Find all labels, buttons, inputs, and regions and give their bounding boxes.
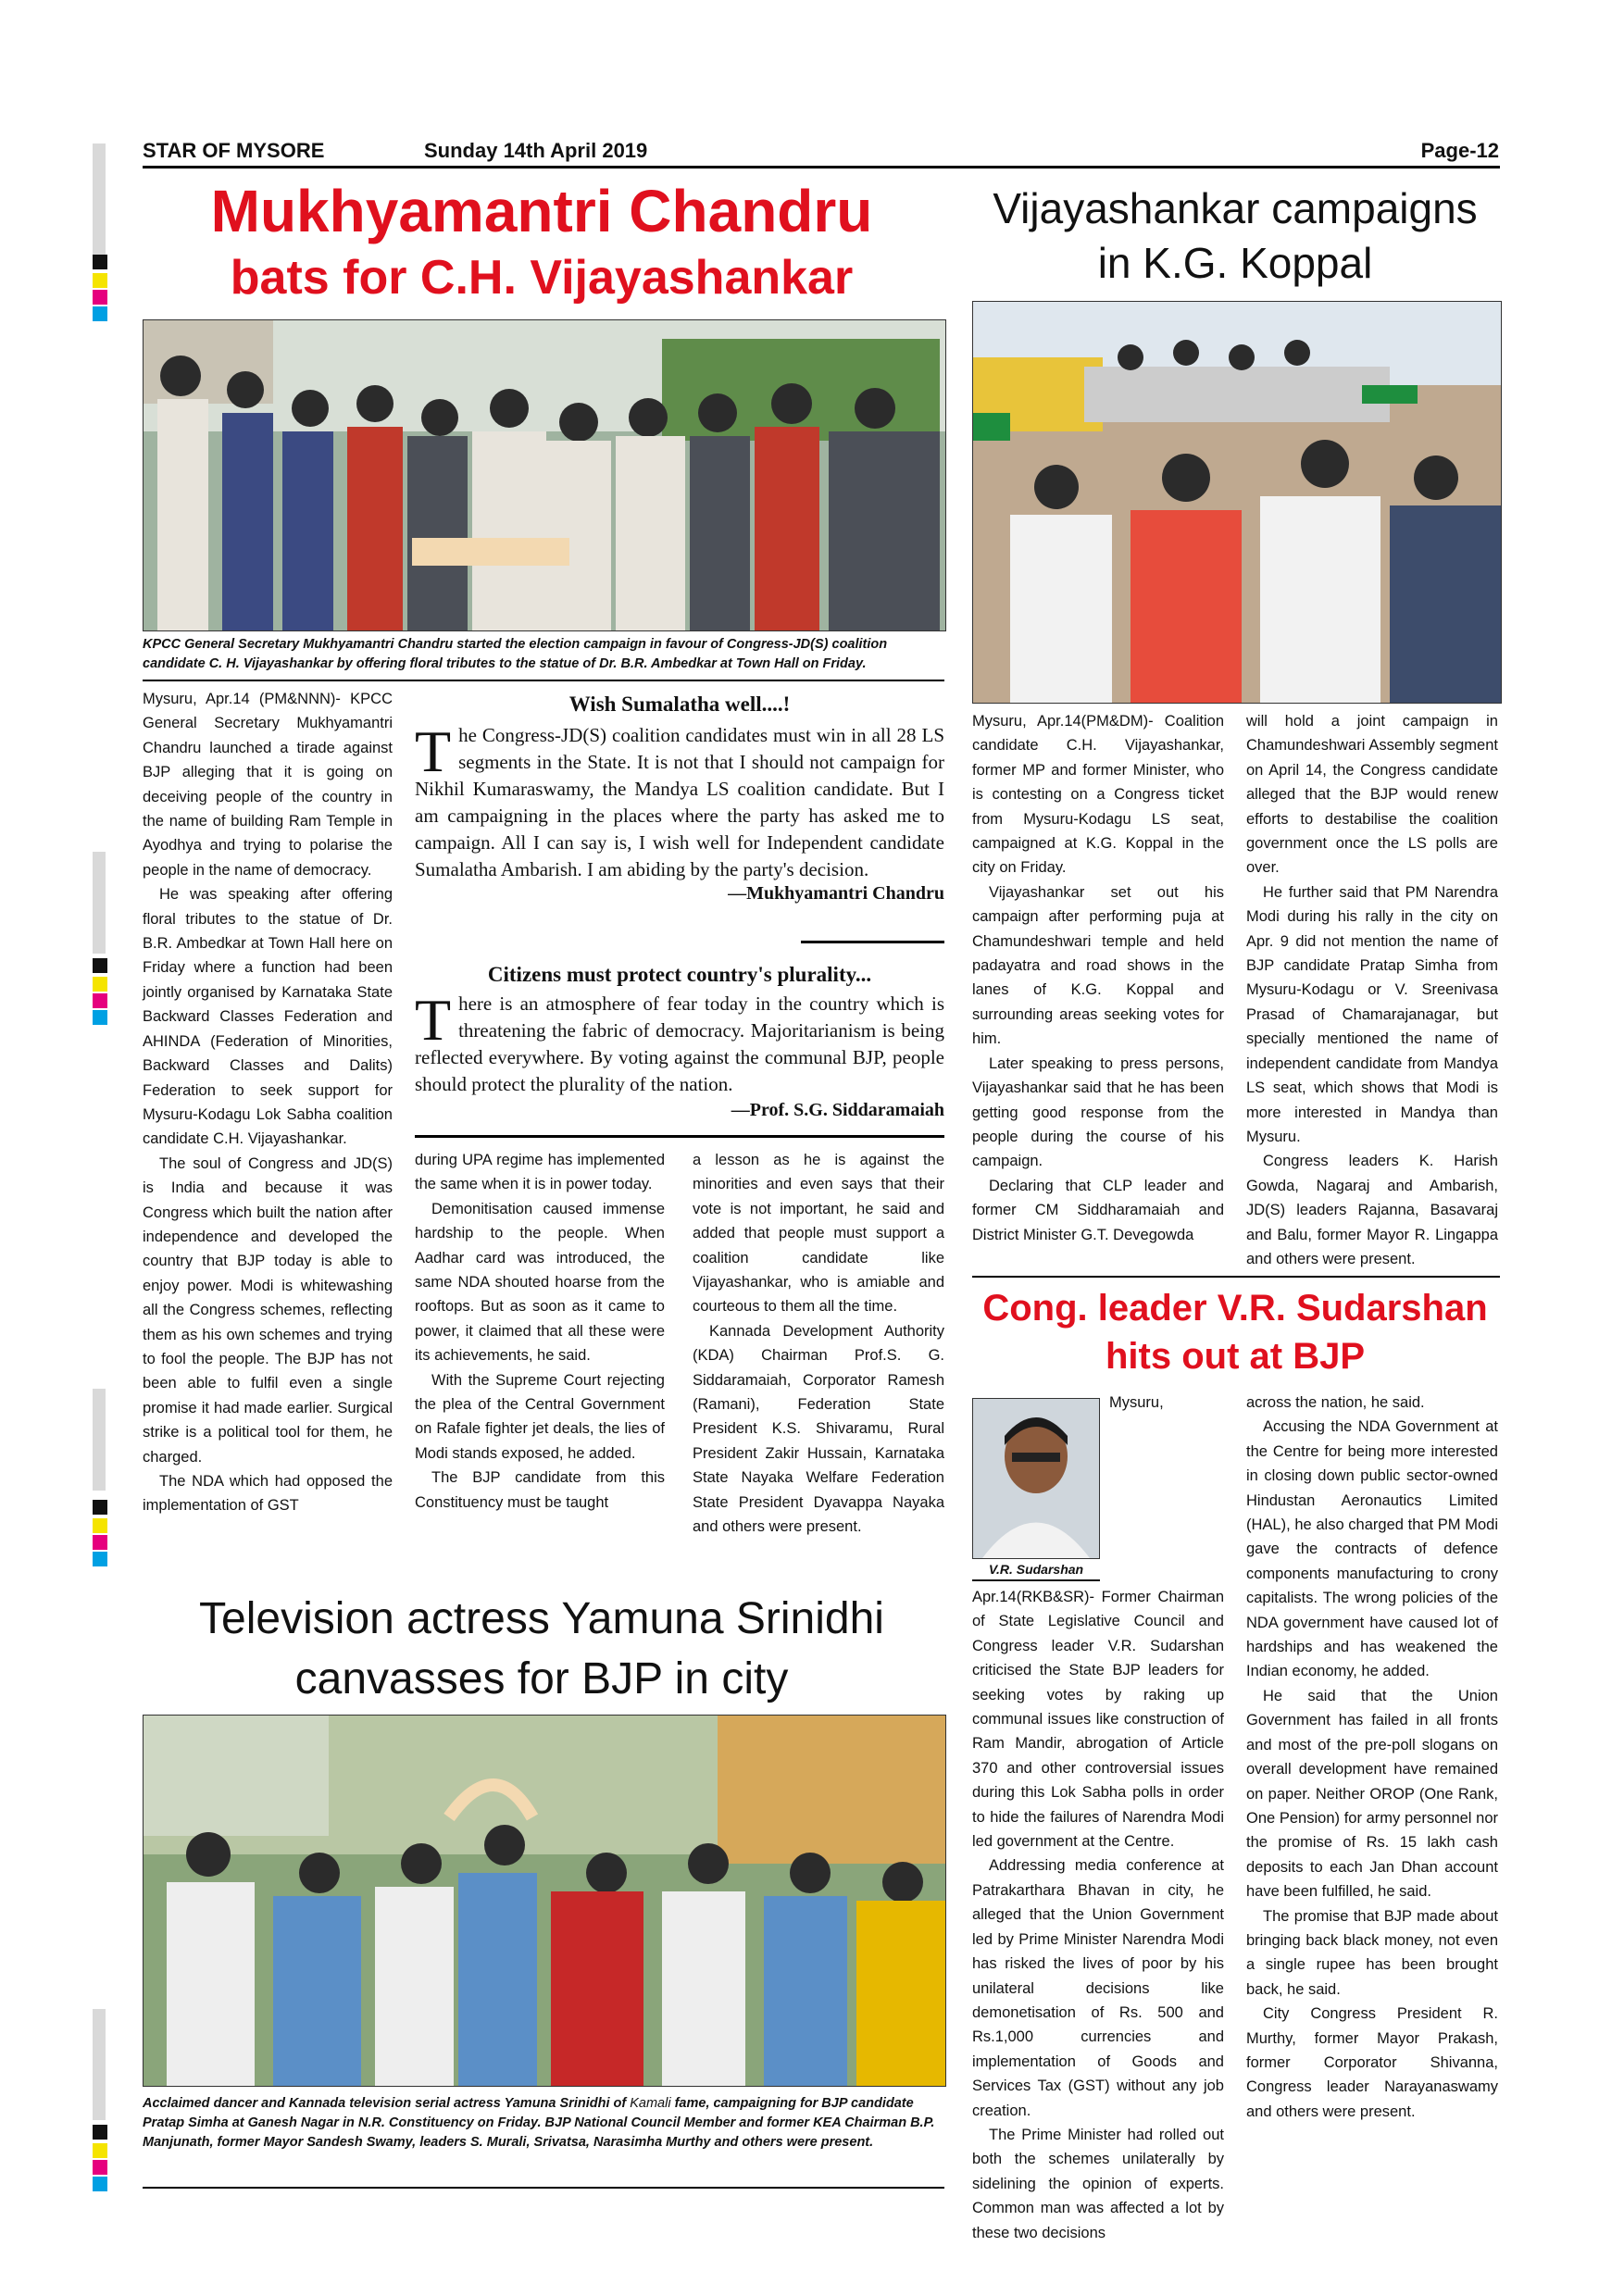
sudarshan-portrait [972,1398,1100,1559]
paragraph: With the Supreme Court rejecting the plea of the Central Government on Rafale fighter jet deals, the lies of Modi stands exposed, he added. [415,1371,665,1462]
masthead-rule [143,166,1500,168]
paragraph: Mysuru, Apr.14 (PM&NNN)- KPCC General Secretary Mukhyamantri Chandru launched a tirade against BJP alleging that it is going on deceiving people of the country in the name of building Ram Temple in Ayodhya and trying to polarise the people in the name of democracy. [143,691,393,879]
reg-gray-bar [93,852,106,954]
paragraph: across the nation, he said. [1246,1394,1425,1411]
box-bottom-rule [415,1135,944,1138]
paragraph: will hold a joint campaign in Chamundeshwari Assembly segment on April 14, the Congress candidate alleged that the BJP would renew efforts to destabilise the coalition government once the LS polls are over. [1246,713,1498,877]
paragraph: Accusing the NDA Government at the Centre for being more interested in closing down public sector-owned Hindustan Aeronautics Limited (HAL), he also charged that PM Modi gave the contracts of defence components manufacturing to crony capitalists. The wrong policies of the NDA government have caused lot of hardships and has weakened the Indian economy, he added. [1246,1418,1498,1680]
caption-rule [143,2187,944,2189]
paragraph: Vijayashankar set out his campaign after performing puja at Chamundeshwari temple and held padayatra and road shows in the lanes of K.G. Koppal and surrounding areas seeking votes for him. [972,883,1224,1048]
story3-headline-line1: Cong. leader V.R. Sudarshan [982,1288,1488,1329]
story3-headline-line2: hits out at BJP [1105,1336,1366,1377]
reg-magenta [93,993,107,1008]
reg-black [93,958,107,973]
box-attribution: —Prof. S.G. Siddaramaiah [731,1100,944,1120]
paragraph: Demonitisation caused immense hardship to the people. When Aadhar card was introduced, the same NDA shouted hoarse from the rooftops. But as soon as it came to power, it claimed that all these were its achievements, he said. [415,1200,665,1365]
paragraph: The BJP candidate from this Constituency must be taught [415,1469,665,1511]
drop-cap: T [415,987,452,1053]
story1-headline-line1: Mukhyamantri Chandru [210,178,873,244]
paragraph: Kannada Development Authority (KDA) Chairman Prof.S. G. Siddaramaiah, Corporator Ramesh (Ramani), Federation State President K.S. Shivaramu, Rural President Zakir Hussain, Karnataka State Nayaka Welfare Federation State President Dyavappa Nayaka and others were present. [693,1322,944,1536]
paragraph: He further said that PM Narendra Modi during his rally in the city on Apr. 9 did not mention the name of BJP candidate Pratap Simha from Mysuru-Kodagu or V. Sreenivasa Prasad of Chamarajanagar, but specially mentioned the name of independent candidate from Mandya LS seat, which shows that Modi is more interested in Mandya than Mysuru. [1246,883,1498,1145]
reg-gray-bar [93,144,106,255]
reg-cyan [93,2177,107,2191]
story3-column-2 [1246,1391,1498,2124]
story1-caption: KPCC General Secretary Mukhyamantri Chandru started the election campaign in favour of Congress-JD(S) coalition candidate C. H. Vijayashankar by offering floral tributes to the statue of Dr. B.R. Ambedkar at Town Hall on Friday. [143,637,888,672]
box-title: Citizens must protect country's plurality... [487,963,872,986]
story2-photo [972,301,1502,704]
caption-text: Acclaimed dancer and Kannada television serial actress Yamuna Srinidhi of [143,2096,631,2111]
paragraph: The promise that BJP made about bringing back black money, not even a single rupee has been brought back, he said. [1246,1907,1498,1998]
paragraph: a lesson as he is against the minorities and even says that their vote is not important, he said and added that people must support a coalition candidate like Vijayashankar, who is amiable and courteous to them all the time. [693,1152,944,1316]
story2-column-2 [1246,709,1498,1271]
quote-box-sumalatha [415,693,944,905]
box-attribution: —Mukhyamantri Chandru [728,883,944,904]
story2-headline-line1: Vijayashankar campaigns [993,184,1478,232]
paragraph: Declaring that CLP leader and former CM Siddharamaiah and District Minister G.T. Devegowda [972,1177,1224,1243]
reg-yellow [93,273,107,288]
portrait-block [972,1398,1100,1583]
reg-cyan [93,1552,107,1566]
paragraph: The Prime Minister had rolled out both the schemes unilaterally by sidelining the opinion of experts. Common man was affected a lot by these two decisions [972,2126,1224,2241]
box-text: he Congress-JD(S) coalition candidates must win in all 28 LS segments in the State. It is not that I should not campaign for Nikhil Kumaraswamy, the Mandya LS coalition candidate. But I am campaigning in the places where the party has asked me to campaign. All I can say is, I wish well for Independent candidate Sumalatha Ambarish. I am abiding by the party's decision. [415,724,944,880]
story4-photo [143,1715,946,2087]
issue-date: Sunday 14th April 2019 [424,139,648,162]
story1-headline-line2: bats for C.H. Vijayashankar [230,251,854,305]
story4-headline-line2: canvasses for BJP in city [294,1654,789,1703]
reg-yellow [93,1518,107,1533]
box2-attribution-row [415,1100,944,1121]
reg-magenta [93,2160,107,2175]
paragraph: Later speaking to press persons, Vijayashankar said that he has been getting good response from the people during the course of his campaign. [972,1054,1224,1170]
box-text: here is an atmosphere of fear today in the country which is threatening the fabric of democracy. Majoritarianism is being reflected everywhere. By voting against the communal BJP, people should protect the plurality of the nation. [415,992,944,1095]
reg-yellow [93,2143,107,2158]
caption-show-title: Kamali [630,2096,671,2111]
reg-gray-bar [93,1389,106,1491]
reg-black [93,1500,107,1515]
box-divider [801,941,944,943]
paragraph: He was speaking after offering floral tributes to the statue of Dr. B.R. Ambedkar at Town Hall here on Friday where a function had been jointly organised by Karnataka State Backward Classes Federation and AHINDA (Federation of Minorities, Backward Classes and Dalits) Federation to seek support for Mysuru-Kodagu Lok Sabha coalition candidate C.H. Vijayashankar. [143,886,393,1148]
reg-black [93,2125,107,2140]
page-number: Page-12 [1420,139,1499,162]
caption-text: fame, campaigning for BJP candidate Pratap Simha at Ganesh Nagar in N.R. Constituency on Friday. BJP National Council Member and former KEA Chairman B.P. Manjunath, former Mayor Sandesh Swamy, leaders S. Murali, Srivatsa, Narasimha Murthy and others were present. [143,2096,935,2151]
caption-rule [143,680,944,681]
story1-column-2 [415,1148,665,1515]
reg-cyan [93,306,107,321]
story1-column-1 [143,687,393,1518]
reg-black [93,255,107,269]
paragraph: Congress leaders K. Harish Gowda, Nagaraj and Ambarish, JD(S) leaders Rajanna, Basavaraj and Balu, former Mayor R. Lingappa and others were present. [1246,1153,1498,1267]
reg-magenta [93,290,107,305]
reg-magenta [93,1535,107,1550]
paragraph: Addressing media conference at Patrakarthara Bhavan in city, he alleged that the Union Government led by Prime Minister Narendra Modi has risked the lives of poor by his unilateral decisions like demonetisation of Rs. 500 and Rs.1,000 currencies and implementation of Goods and Services Tax (GST) without any job creation. [972,1857,1224,2119]
reg-gray-bar [93,2009,106,2120]
story1-photo [143,319,946,631]
story2-headline-line2: in K.G. Koppal [1097,239,1373,287]
paragraph: The soul of Congress and JD(S) is India and because it was Congress which built the nation after independence and developed the country that BJP today is able to enjoy power. Modi is whitewashing all the Congress schemes, reflecting them as his own schemes and trying to fool the people. The BJP has not been able to fulfil even a single promise it had made earlier. Surgical strike is a political tool for them, he charged. [143,1154,393,1466]
story1-column-3 [693,1148,944,1540]
story3-column-1 [972,1391,1224,2245]
reg-cyan [93,1010,107,1025]
paragraph: City Congress President R. Murthy, former Mayor Prakash, former Corporator Shivanna, Congress leader Narayanaswamy and others were present. [1246,2005,1498,2120]
story4-headline-line1: Television actress Yamuna Srinidhi [199,1594,884,1643]
story2-column-1 [972,709,1224,1247]
paragraph: Mysuru, Apr.14(RKB&SR)- Former Chairman of State Legislative Council and Congress leader V.R. Sudarshan criticised the State BJP leaders for seeking votes by raking up communal issues like construction of Ram Mandir, abrogation of Article 370 and other controversial issues during this Lok Sabha polls in order to hide the failures of Narendra Modi led government at the Centre. [972,1394,1224,1851]
reg-yellow [93,977,107,992]
paper-name: STAR OF MYSORE [143,139,325,162]
paragraph: The NDA which had opposed the implementation of GST [143,1473,393,1515]
paragraph: He said that the Union Government has failed in all fronts and most of the pre-poll slogans on overall development have remained on paper. Neither OROP (One Rank, One Pension) for army personnel nor the promise of Rs. 15 lakh cash deposits to each Jan Dhan account have been fulfilled, he said. [1246,1687,1498,1901]
quote-box-plurality [415,963,944,1098]
paragraph: during UPA regime has implemented the same when it is in power today. [415,1152,665,1193]
paragraph: Mysuru, Apr.14(PM&DM)- Coalition candidate C.H. Vijayashankar, former MP and former Minister, who is contesting on a Congress ticket from Mysuru-Kodagu LS seat, campaigned at K.G. Koppal in the city on Friday. [972,713,1224,877]
story4-caption [143,2094,944,2152]
drop-cap: T [415,718,452,784]
portrait-label: V.R. Sudarshan [972,1559,1100,1581]
section-rule [972,1276,1500,1278]
box-title: Wish Sumalatha well....! [568,693,791,716]
